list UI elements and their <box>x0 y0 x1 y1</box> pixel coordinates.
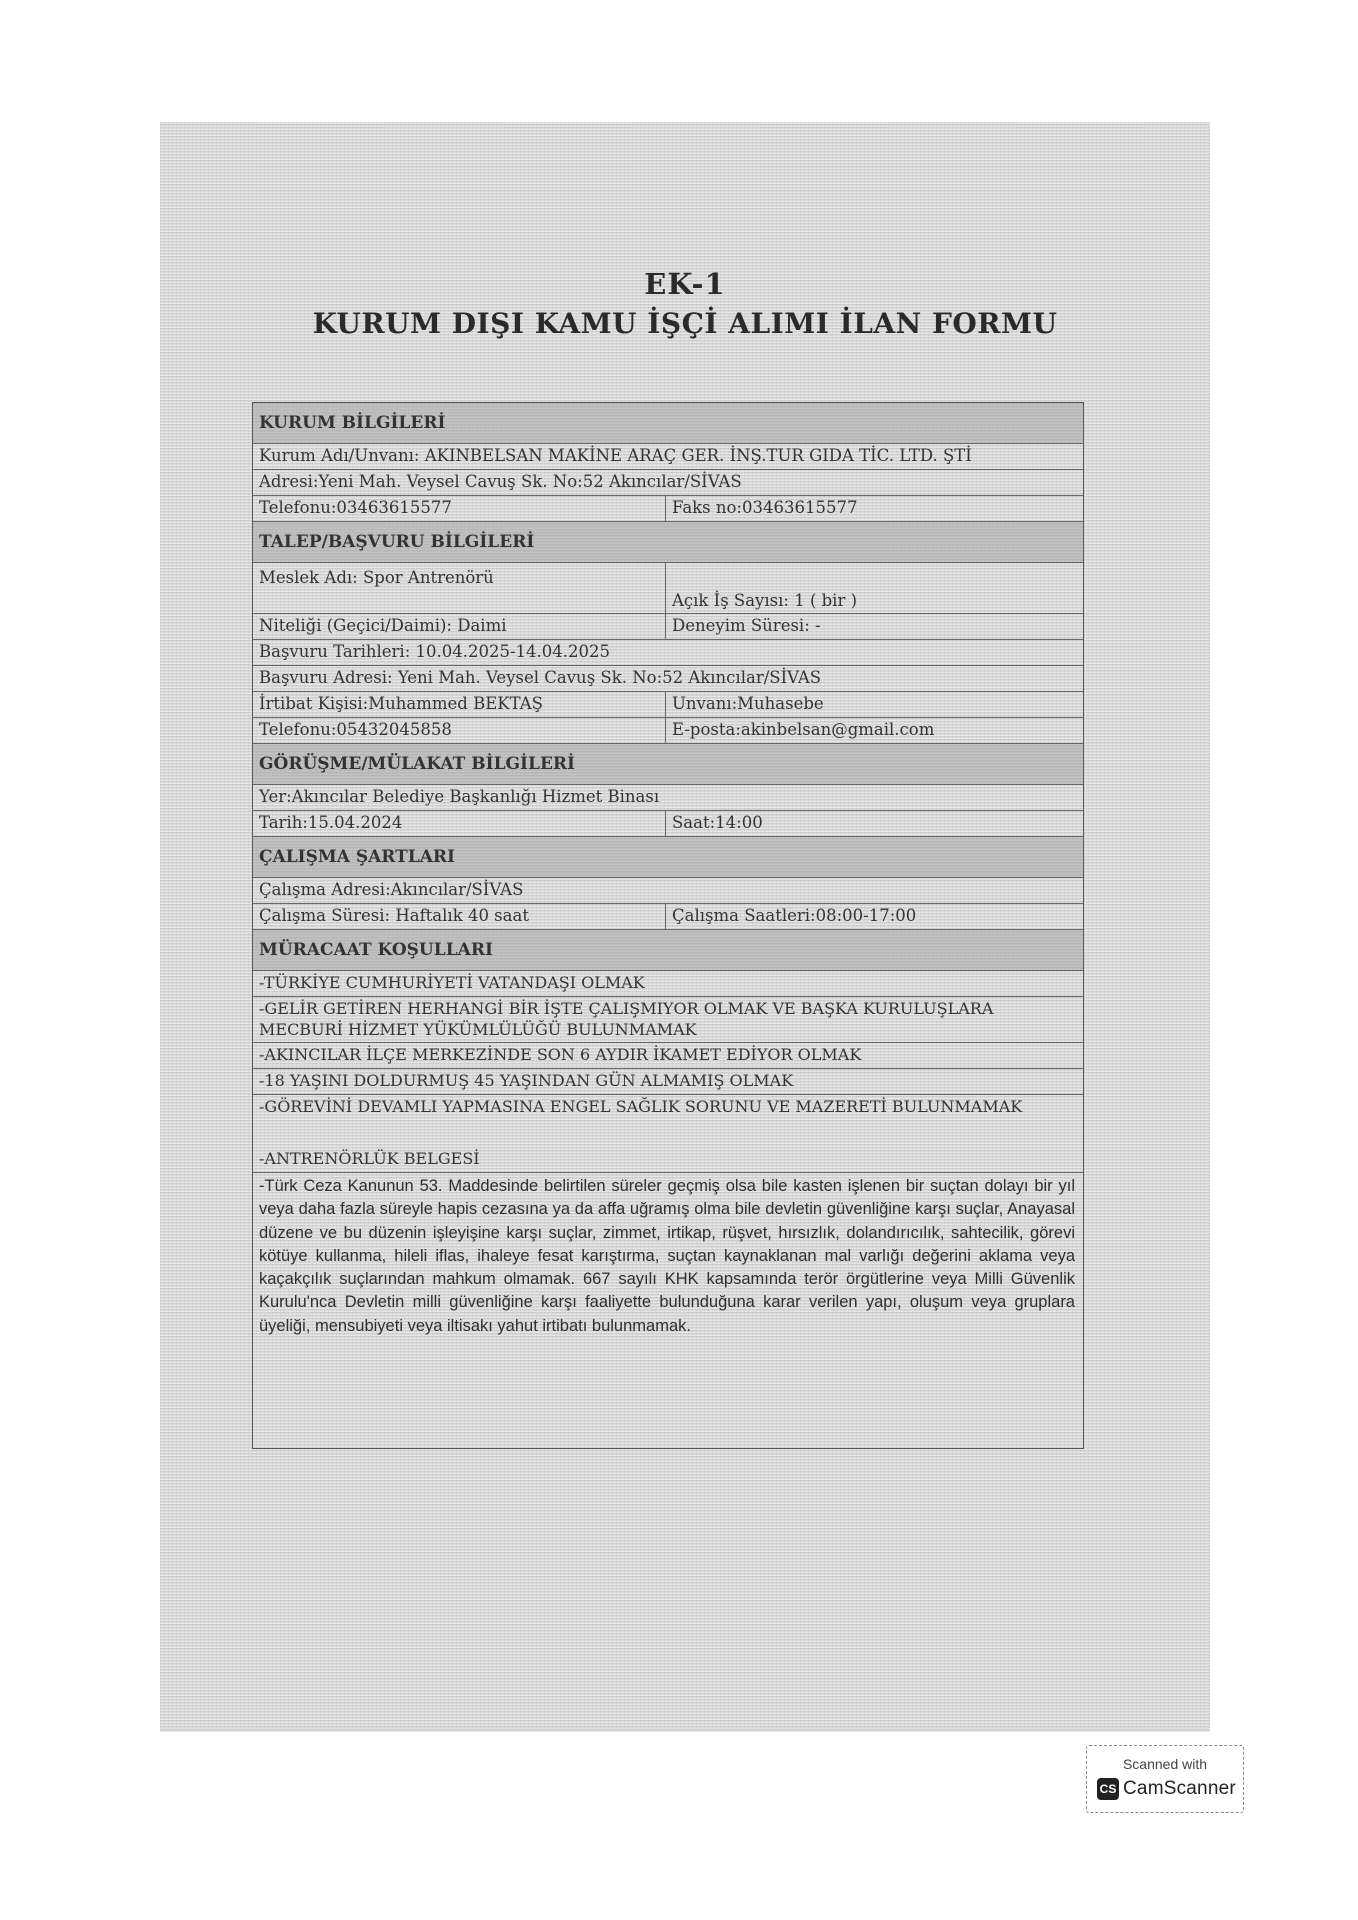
calisma-duration-row <box>253 904 1083 930</box>
camscanner-logo-icon: CS <box>1097 1778 1119 1800</box>
section-kurum-header: KURUM BİLGİLERİ <box>253 403 1083 444</box>
watermark-brand: CamScanner <box>1123 1778 1236 1799</box>
form-title: KURUM DIŞI KAMU İŞÇİ ALIMI İLAN FORMU <box>312 307 1058 340</box>
calisma-hours: Çalışma Saatleri:08:00-17:00 <box>672 906 917 925</box>
talep-contact-row <box>253 692 1083 718</box>
gorusme-date: Tarih:15.04.2024 <box>253 811 666 836</box>
kurum-phone-row <box>253 496 1083 522</box>
calisma-address-row <box>253 878 1083 904</box>
talep-phone: Telefonu:05432045858 <box>253 718 666 743</box>
announcement-form <box>252 402 1084 1449</box>
talep-openings: Açık İş Sayısı: 1 ( bir ) <box>672 591 858 610</box>
condition-spacer <box>253 1121 1083 1147</box>
gorusme-date-row <box>253 811 1083 837</box>
section-talep-header: TALEP/BAŞVURU BİLGİLERİ <box>253 522 1083 563</box>
condition-item: -GELİR GETİREN HERHANGİ BİR İŞTE ÇALIŞMIYOR OLMAK VE BAŞKA KURULUŞLARA MECBURİ HİZMET YÜKÜMLÜLÜĞÜ BULUNMAMAK <box>253 997 1083 1043</box>
talep-dates-row <box>253 640 1083 666</box>
talep-contact: İrtibat Kişisi:Muhammed BEKTAŞ <box>253 692 666 717</box>
condition-item: -AKINCILAR İLÇE MERKEZİNDE SON 6 AYDIR İKAMET EDİYOR OLMAK <box>253 1043 1083 1069</box>
talep-address-row <box>253 666 1083 692</box>
gorusme-place: Yer:Akıncılar Belediye Başkanlığı Hizmet Binası <box>259 787 660 806</box>
talep-experience: Deneyim Süresi: - <box>672 616 821 635</box>
scanned-page <box>160 122 1210 1732</box>
talep-phone-row <box>253 718 1083 744</box>
kurum-name: Kurum Adı/Unvanı: AKINBELSAN MAKİNE ARAÇ GER. İNŞ.TUR GIDA TİC. LTD. ŞTİ <box>259 446 972 465</box>
talep-title: Unvanı:Muhasebe <box>672 694 824 713</box>
talep-profession-row <box>253 563 1083 614</box>
condition-item: -GÖREVİNİ DEVAMLI YAPMASINA ENGEL SAĞLIK SORUNU VE MAZERETİ BULUNMAMAK <box>259 1097 1023 1116</box>
talep-email: E-posta:akinbelsan@gmail.com <box>672 720 935 739</box>
kurum-name-row <box>253 444 1083 470</box>
watermark-caption: Scanned with <box>1122 1756 1208 1772</box>
condition-item: -TÜRKİYE CUMHURİYETİ VATANDAŞI OLMAK <box>253 971 1083 997</box>
camscanner-watermark <box>1086 1745 1244 1813</box>
calisma-duration: Çalışma Süresi: Haftalık 40 saat <box>253 904 666 929</box>
form-code: EK-1 <box>644 267 726 301</box>
kurum-phone: Telefonu:03463615577 <box>253 496 666 521</box>
section-muracaat-header: MÜRACAAT KOŞULLARI <box>253 930 1083 971</box>
kurum-fax: Faks no:03463615577 <box>672 498 858 517</box>
talep-nature: Niteliği (Geçici/Daimi): Daimi <box>253 614 666 639</box>
calisma-address: Çalışma Adresi:Akıncılar/SİVAS <box>259 880 524 899</box>
gorusme-place-row <box>253 785 1083 811</box>
talep-dates: Başvuru Tarihleri: 10.04.2025-14.04.2025 <box>259 642 611 661</box>
talep-address: Başvuru Adresi: Yeni Mah. Veysel Cavuş Sk. No:52 Akıncılar/SİVAS <box>259 668 822 687</box>
gorusme-time: Saat:14:00 <box>672 813 763 832</box>
section-calisma-header: ÇALIŞMA ŞARTLARI <box>253 837 1083 878</box>
talep-profession: Meslek Adı: Spor Antrenörü <box>253 563 666 613</box>
kurum-address: Adresi:Yeni Mah. Veysel Cavuş Sk. No:52 Akıncılar/SİVAS <box>259 472 742 491</box>
legal-condition-text: -Türk Ceza Kanunun 53. Maddesinde belirtilen süreler geçmiş olsa bile kasten işlenen bir suçtan dolayı bir yıl veya daha fazla süreyle hapis cezasına ya da affa uğramış olma bile devletin güvenliğine karşı suçlar, Anayasal düzene ve bu düzenin işleyişine karşı suçlar, zimmet, irtikap, rüşvet, hırsızlık, dolandırıcılık, sahtecilik, görevi kötüye kullanma, hileli iflas, ihaleye fesat karıştırma, suçtan kaynaklanan mal varlığı değerini aklama veya kaçakçılık suçlarından mahkum olmamak. 667 sayılı KHK kapsamında terör örgütlerine veya Milli Güvenlik Kurulu'nca Devletin milli güvenliğine karşı faaliyette bulunduğuna karar verilen yapı, oluşum veya gruplara üyeliği, mensubiyeti veya iltisakı yahut irtibatı bulunmamak. <box>259 1177 1075 1335</box>
condition-item: -ANTRENÖRLÜK BELGESİ <box>253 1147 1083 1173</box>
section-gorusme-header: GÖRÜŞME/MÜLAKAT BİLGİLERİ <box>253 744 1083 785</box>
kurum-address-row <box>253 470 1083 496</box>
talep-nature-row <box>253 614 1083 640</box>
condition-item: -18 YAŞINI DOLDURMUŞ 45 YAŞINDAN GÜN ALMAMIŞ OLMAK <box>253 1069 1083 1095</box>
legal-condition-row <box>253 1173 1083 1448</box>
